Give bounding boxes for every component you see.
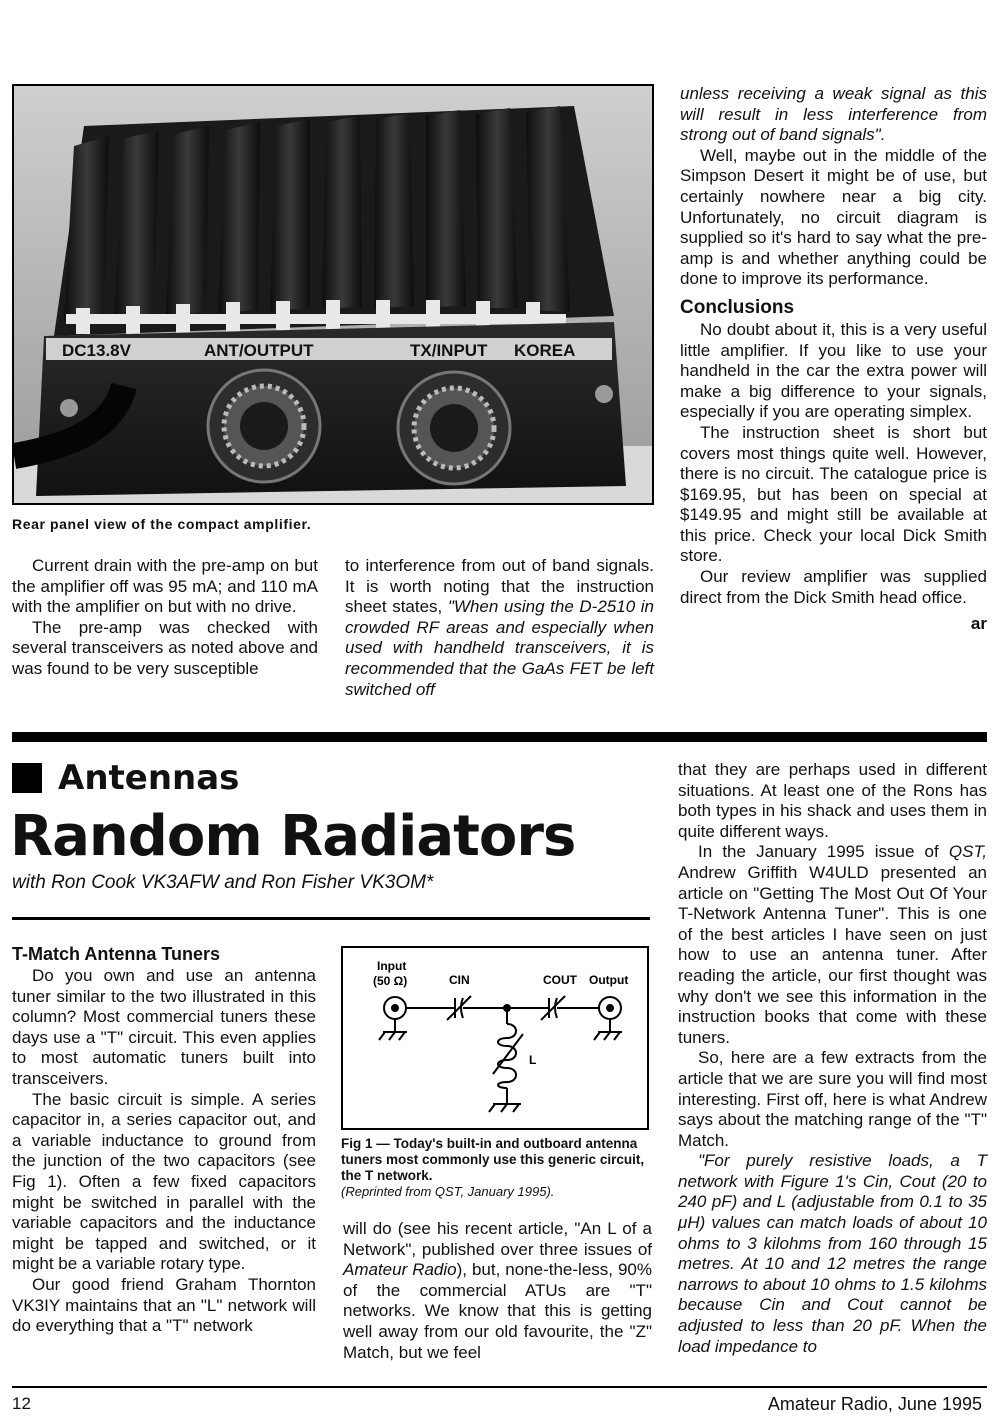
article-col2-a: will do (see his recent article, "An L of a Network", published over three issues of (343, 1219, 652, 1259)
article-col2-b: ), but, none-the-less, 90% of the commercial ATUs are "T" networks. We know that this is getting well away from our old favourite, the "Z" Match, but we feel (343, 1260, 652, 1362)
article-col3-p2b: Andrew Griffith W4ULD presented an article on "Getting The Most Out Of Your T-Network Antenna Tuner". This is one of the best articles I have seen on just how to use an antenna tuner. After reading the article, our first thought was why don't we see this information in the instruction books that come with these tuners. (678, 862, 987, 1047)
byline-rule (12, 917, 650, 920)
article-col3-quote: "For purely resistive loads, a T network with Figure 1's Cin, Cout (20 to 240 pF) and L (adjustable from 0.1 to 35 μH) values can match loads of about 10 ohms to 3 kilohms from 160 through 15 metres. At 10 and 12 metres the range narrows to about 10 ohms to 1.5 kilohms because Cin and Cout cannot be adjusted to less than 20 pF. When the load impedance to (678, 1151, 987, 1356)
article-col3-p2-italic: QST, (948, 842, 987, 862)
review-column-2 (345, 556, 654, 700)
panel-label-ant: ANT/OUTPUT (204, 341, 314, 360)
article-col3-p2a: In the January 1995 issue of (698, 842, 939, 862)
review-col2-quote: "When using the D-2510 in crowded RF areas and especially when used with handheld transceivers, it is recommended that the GaAs FET be left switched off (345, 597, 654, 699)
review-col2-text: to interference from out of band signals. It is worth noting that the instruction sheet states, (345, 556, 654, 617)
t-network-diagram (343, 948, 647, 1128)
amplifier-photo (12, 84, 654, 505)
section-label-text: Antennas (58, 758, 240, 798)
figure-caption-source: (Reprinted from QST, January 1995). (341, 1184, 555, 1199)
review-col3-p4: Our review amplifier was supplied direct from the Dick Smith head office. (680, 567, 987, 607)
review-col3-p2: No doubt about it, this is a very useful little amplifier. If you like to use your handheld in the car the extra power will make a big difference to your signals, especially if you are operating simplex. (680, 319, 987, 422)
conclusions-heading: Conclusions (680, 296, 795, 318)
review-col1-p2: The pre-amp was checked with several transceivers as noted above and was found to be very susceptible (12, 617, 318, 678)
publication-line: Amateur Radio, June 1995 (767, 1394, 982, 1414)
panel-label-tx: TX/INPUT (410, 341, 488, 360)
article-column-2 (343, 1219, 652, 1363)
article-col1-p1: Do you own and use an antenna tuner similar to the two illustrated in this column? Most commercial tuners these days use a "T" circuit. This even applies to most automatic tuners built into transceivers. (12, 966, 316, 1088)
article-col1-p3: Our good friend Graham Thornton VK3IY maintains that an "L" network will do everything that a "T" network (12, 1274, 316, 1336)
review-col3-p1: Well, maybe out in the middle of the Simpson Desert it might be of use, but certainly nowhere near a big city. Unfortunately, no circuit diagram is supplied so it's hard to say what the pre-amp is and whether anything could be done to improve its performance. (680, 145, 987, 289)
ant-output-connector (208, 370, 320, 482)
fig-output-label: Output (589, 973, 629, 987)
screw-icon (595, 385, 613, 403)
tx-input-connector (398, 372, 510, 484)
fig-input-ohms: (50 Ω) (373, 974, 408, 988)
fig-l-label: L (529, 1053, 537, 1067)
article-col3-p1: that they are perhaps used in different situations. At least one of the Rons has both types in his shack and uses them in quite different ways. (678, 760, 987, 841)
fig-cin-label: CIN (449, 973, 470, 987)
article-title: Random Radiators (10, 804, 576, 869)
photo-caption: Rear panel view of the compact amplifier. (12, 516, 312, 532)
panel-label-dc: DC13.8V (62, 341, 131, 360)
figure-caption-bold: Fig 1 — Today's built-in and outboard antenna tuners most commonly use this generic circuit, the T network. (341, 1136, 645, 1183)
review-col3-quote: unless receiving a weak signal as this will result in less interference from strong out of band signals". (680, 84, 987, 145)
article-col1-p2: The basic circuit is simple. A series capacitor in, a series capacitor out, and a variable inductance to ground from the junction of the two capacitors (see Fig 1). Often a few fixed capacitors might be switched in parallel with the variable capacitors and the inductance might be tapped and switched, or it might be a variable rotary type. (12, 1089, 316, 1274)
article-col3-p3: So, here are a few extracts from the article that we are sure you will find most interesting. First off, here is what Andrew says about the matching range of the "T" Match. (678, 1048, 987, 1150)
fig-cout-label: COUT (543, 973, 577, 987)
screw-icon (60, 399, 78, 417)
article-subheading: T-Match Antenna Tuners (12, 944, 221, 964)
amplifier-photo-drawing (14, 86, 652, 503)
article-col2-a-italic: Amateur Radio (343, 1260, 457, 1280)
review-col3-p3: The instruction sheet is short but covers most things quite well. However, there is no circuit. The catalogue price is $169.95, but has been on special at $149.95 and might still be available at this price. Check your local Dick Smith store. (680, 422, 987, 566)
review-col1-p1: Current drain with the pre-amp on but the amplifier off was 95 mA; and 110 mA with the amplifier on but with no drive. (12, 556, 318, 617)
figure-caption (341, 1136, 651, 1200)
footer-rule (12, 1386, 987, 1388)
review-column-1 (12, 556, 318, 680)
article-column-3 (678, 760, 987, 1357)
section-divider (12, 732, 987, 742)
page-number: 12 (12, 1394, 31, 1413)
section-square-icon (12, 763, 42, 793)
section-label (12, 758, 239, 798)
figure-1-circuit (341, 946, 649, 1130)
panel-label-korea: KOREA (514, 341, 576, 360)
fig-input-label: Input (377, 959, 407, 973)
review-column-3 (680, 84, 987, 635)
article-byline: with Ron Cook VK3AFW and Ron Fisher VK3OM* (12, 872, 434, 893)
article-column-1 (12, 942, 316, 1337)
end-mark: ar (970, 614, 987, 634)
